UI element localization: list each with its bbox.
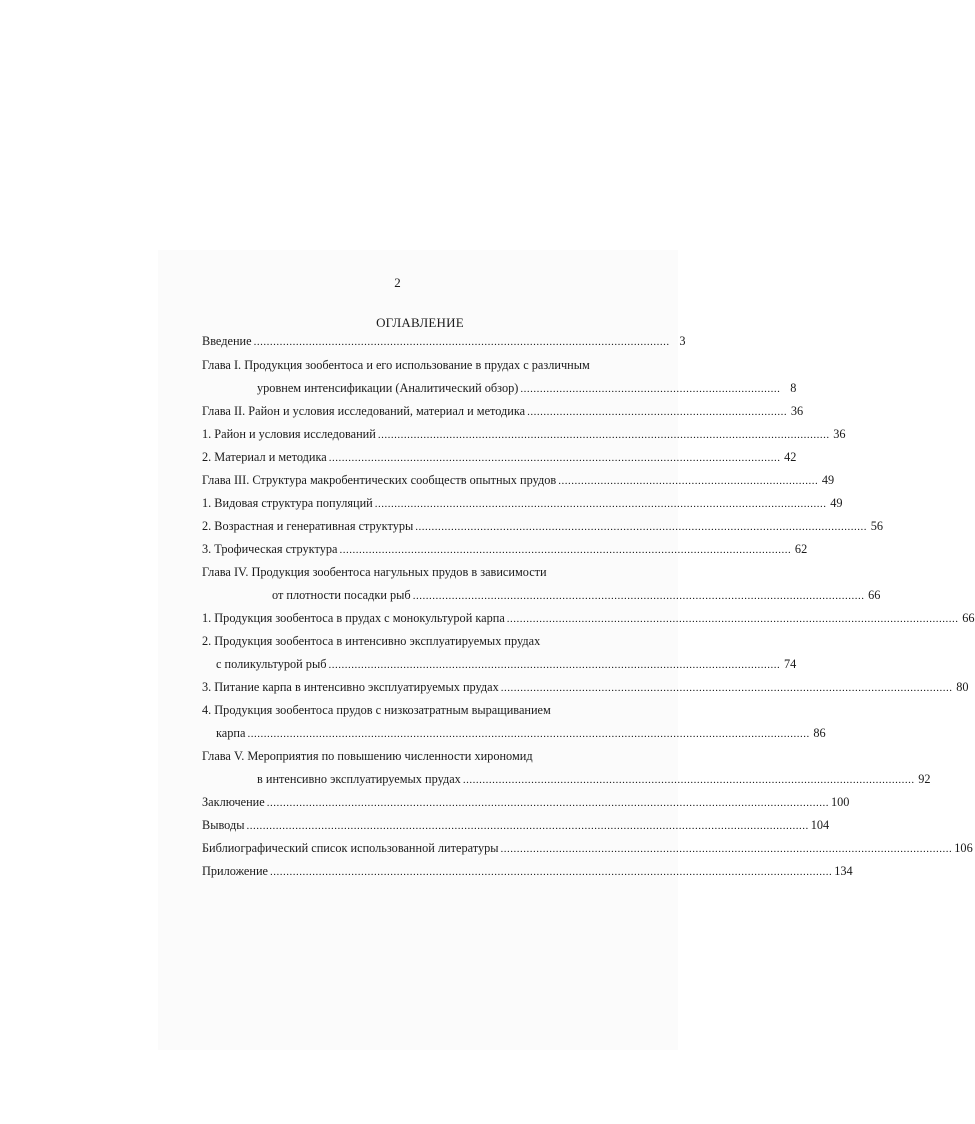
toc-entry-3-2: 2. Возрастная и генеративная структуры ........................................................................................................................................... 56 <box>202 519 884 533</box>
toc-page: 49 <box>821 473 835 487</box>
toc-page: 49 <box>830 496 843 510</box>
toc-entry-3-3: 3. Трофическая структура ........................................................................................................................................... 62 <box>202 542 808 556</box>
dot-leader: ........................................................................................................................................... <box>500 843 953 855</box>
toc-page: 66 <box>868 588 881 602</box>
toc-page: 134 <box>834 864 853 878</box>
dot-leader: ................................................................................................................................ <box>253 336 670 348</box>
dot-leader: ............................................................................................................................................................................. <box>246 820 809 832</box>
toc-page: 62 <box>794 542 808 556</box>
dot-leader: ........................................................................................................................................... <box>500 682 953 694</box>
toc-entry-2-1: 1. Район и условия исследований ........................................................................................................................................... 36 <box>202 427 846 441</box>
dot-leader: ........................................................................................................................................... <box>415 521 868 533</box>
toc-entry-chapter4-line1: Глава IV. Продукция зообентоса нагульных прудов в зависимости <box>202 565 547 579</box>
toc-entry-intro: Введение ................................................................................................................................ 3 <box>202 334 686 348</box>
toc-page: 92 <box>918 772 931 786</box>
toc-entry-4-4-line1: 4. Продукция зообентоса прудов с низкозатратным выращиванием <box>202 703 551 717</box>
toc-entry-4-4-line2: карпа ............................................................................................................................................................................. 86 <box>216 726 826 740</box>
toc-entry-chapter2: Глава II. Район и условия исследований, материал и методика ................................................................................ 36 <box>202 404 804 418</box>
dot-leader: ........................................................................................................................................... <box>374 498 827 510</box>
toc-page: 80 <box>956 680 969 694</box>
dot-leader: ........................................................................................................................................... <box>328 659 781 671</box>
dot-leader: ................................................................................ <box>520 383 781 395</box>
dot-leader: ............................................................................................................................................................................. <box>270 866 833 878</box>
toc-entry-chapter3: Глава III. Структура макробентических сообществ опытных прудов ................................................................................ 49 <box>202 473 835 487</box>
toc-page: 104 <box>810 818 830 832</box>
toc-entry-conclusion: Заключение ............................................................................................................................................................................. 100 <box>202 795 850 809</box>
toc-entry-4-2-line2: с поликультурой рыб ........................................................................................................................................... 74 <box>216 657 797 671</box>
toc-page: 3 <box>679 334 686 348</box>
dot-leader: ........................................................................................................................................... <box>462 774 915 786</box>
toc-entry-4-3: 3. Питание карпа в интенсивно эксплуатируемых прудах ........................................................................................................................................... 80 <box>202 680 969 694</box>
dot-leader: ........................................................................................................................................... <box>377 429 830 441</box>
dot-leader: ............................................................................................................................................................................. <box>247 728 810 740</box>
toc-page: 42 <box>784 450 797 464</box>
page-number: 2 <box>394 275 401 290</box>
toc-page: 74 <box>783 657 797 671</box>
toc-page: 56 <box>870 519 884 533</box>
toc-entry-chapter1-line2: уровнем интенсификации (Аналитический обзор) ................................................................................ 8 <box>257 381 797 395</box>
toc-entry-bibliography: Библиографический список использованной литературы ........................................................................................................................................... 106 <box>202 841 973 855</box>
toc-entry-4-1: 1. Продукция зообентоса в прудах с монокультурой карпа ........................................................................................................................................... 66 <box>202 611 975 625</box>
toc-entry-chapter5-line1: Глава V. Мероприятия по повышению численности хирономид <box>202 749 533 763</box>
toc-title: ОГЛАВЛЕНИЕ <box>376 315 464 330</box>
toc-entry-appendix: Приложение ............................................................................................................................................................................. 134 <box>202 864 853 878</box>
toc-entry-2-2: 2. Материал и методика ........................................................................................................................................... 42 <box>202 450 797 464</box>
dot-leader: ............................................................................................................................................................................. <box>266 797 829 809</box>
toc-page: 66 <box>962 611 975 625</box>
dot-leader: ................................................................................ <box>527 406 788 418</box>
toc-page: 36 <box>790 404 804 418</box>
toc-entry-findings: Выводы ............................................................................................................................................................................. 104 <box>202 818 830 832</box>
toc-entry-4-2-line1: 2. Продукция зообентоса в интенсивно эксплуатируемых прудах <box>202 634 541 648</box>
dot-leader: ................................................................................ <box>558 475 819 487</box>
toc-page: 86 <box>813 726 826 740</box>
toc-page: 100 <box>830 795 850 809</box>
dot-leader: ........................................................................................................................................... <box>506 613 959 625</box>
dot-leader: ........................................................................................................................................... <box>328 452 781 464</box>
toc-page: 106 <box>954 841 973 855</box>
toc-page: 8 <box>790 381 797 395</box>
toc-page: 36 <box>833 427 846 441</box>
dot-leader: ........................................................................................................................................... <box>339 544 792 556</box>
toc-entry-chapter1-line1: Глава I. Продукция зообентоса и его использование в прудах с различным <box>202 358 590 372</box>
toc-entry-chapter5-line2: в интенсивно эксплуатируемых прудах ........................................................................................................................................... 92 <box>257 772 931 786</box>
toc-entry-3-1: 1. Видовая структура популяций ........................................................................................................................................... 49 <box>202 496 843 510</box>
toc-entry-chapter4-line2: от плотности посадки рыб ........................................................................................................................................... 66 <box>272 588 881 602</box>
dot-leader: ........................................................................................................................................... <box>412 590 865 602</box>
